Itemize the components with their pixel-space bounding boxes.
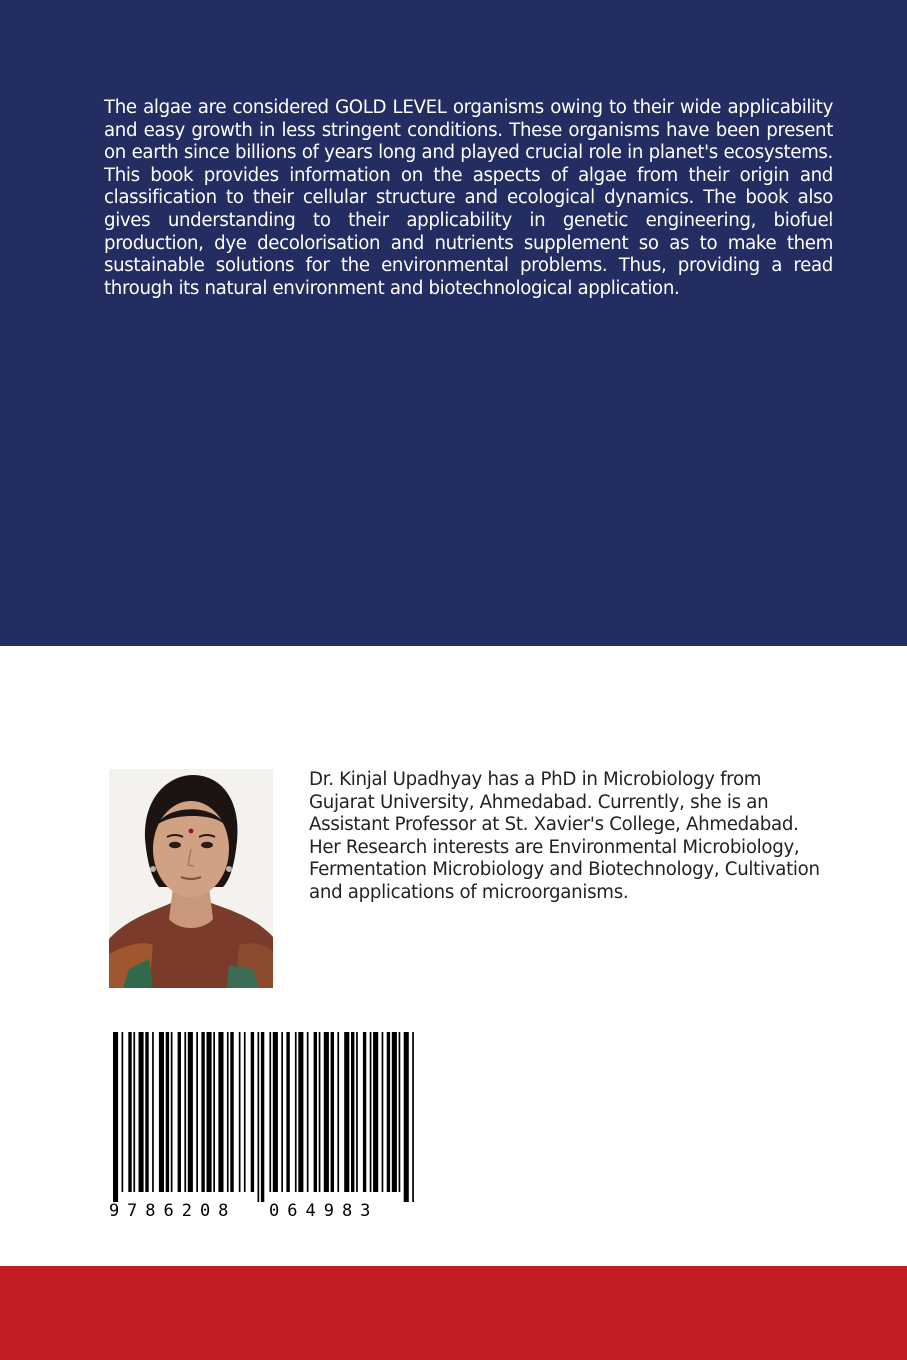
barcode-bar [188,1032,193,1192]
book-blurb: The algae are considered GOLD LEVEL organisms owing to their wide applicability and easy growth in less stringent conditions. These organisms have been present on earth since billions of years long and played crucial role in planet's ecosystems. This book provides information on the aspects of algae from their origin and classification to their cellular structure and ecological dynamics. The book also gives understanding to their applicability in genetic engineering, biofuel production, dye decolorisation and nutrients supplement so as to make them sustainable solutions for the environmental problems. Thus, providing a read through its natural environment and biotechnological application. [104,97,833,299]
barcode-bar [307,1032,309,1192]
barcode-bar [159,1032,164,1192]
barcode-bar [387,1032,390,1192]
barcode-bar [227,1032,229,1192]
barcode-bar [344,1032,349,1192]
barcode-bar [370,1032,372,1192]
barcode-bar [412,1032,414,1202]
barcode-bar [184,1032,186,1192]
barcode-bar [314,1032,317,1192]
barcode-bar [363,1032,366,1192]
barcode-digit-lead: 9 [109,1201,120,1218]
barcode-bar [269,1032,271,1192]
barcode-bar [331,1032,334,1192]
barcode-bar [404,1032,409,1202]
author-portrait-icon [109,769,273,988]
barcode-bar [281,1032,283,1192]
barcode-bar [382,1032,384,1192]
barcode-bar [356,1032,358,1192]
barcode-bar [324,1032,329,1192]
cover-bottom-band [0,1266,907,1360]
barcode-bar [373,1032,378,1192]
barcode-bar [319,1032,321,1192]
barcode-bar [207,1032,212,1192]
barcode-bar [261,1032,264,1202]
barcode-digit-group-right: 064983 [269,1201,379,1218]
barcode-bar [113,1032,118,1202]
barcode-bar [218,1032,223,1192]
barcode-bar [273,1032,278,1192]
barcode-bar [152,1032,154,1192]
barcode-bar [122,1032,124,1192]
barcode-bar [244,1032,246,1192]
barcode-bar [145,1032,148,1192]
barcode-bar [213,1032,215,1192]
barcode-bar [286,1032,289,1192]
barcode-bar [399,1032,401,1192]
barcode-bar [133,1032,135,1192]
barcode-bar [230,1032,233,1192]
barcode-bar [166,1032,169,1192]
cover-top-panel [0,0,907,646]
barcode-bar [139,1032,144,1192]
barcode-bar [171,1032,173,1192]
barcode-bar [251,1032,254,1192]
barcode-bar [337,1032,339,1192]
barcode-bar [128,1032,131,1192]
barcode-digit-group-left: 786208 [127,1201,237,1218]
barcode-bar [392,1032,397,1192]
barcode-bar [298,1032,303,1192]
barcode-bar [178,1032,181,1192]
barcode-bar [201,1032,204,1192]
author-photo [109,769,273,988]
barcode-bar [196,1032,198,1192]
barcode-bar [258,1032,260,1202]
barcode-bar [295,1032,297,1192]
isbn-barcode [103,1030,416,1218]
barcode-bar [351,1032,354,1192]
barcode-bar [239,1032,241,1192]
author-bio: Dr. Kinjal Upadhyay has a PhD in Microbiology from Gujarat University, Ahmedabad. Currently, she is an Assistant Professor at St. Xavier's College, Ahmedabad. Her Research interests are Environmental Microbiology, Fermentation Microbiology and Biotechnology, Cultivation and applications of microorganisms. [309,769,820,903]
